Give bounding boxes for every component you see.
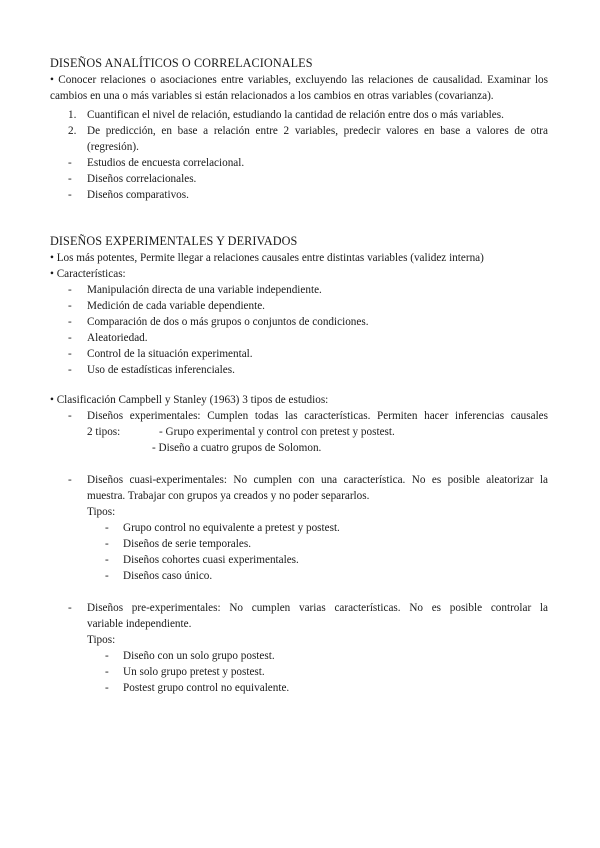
item-text: Cuantifican el nivel de relación, estudiando la cantidad de relación entre dos o más variables. bbox=[87, 109, 504, 121]
item-text: Diseños experimentales: Cumplen todas las características. Permiten hacer inferencias causales bbox=[87, 410, 548, 422]
types-line bbox=[0, 424, 600, 440]
list-item bbox=[0, 314, 600, 330]
dash-marker: - bbox=[105, 666, 109, 678]
list-item bbox=[0, 155, 600, 171]
types-line bbox=[0, 440, 600, 456]
dash-marker: - bbox=[105, 522, 109, 534]
item-text: Diseño con un solo grupo postest. bbox=[123, 650, 275, 662]
numbered-item-continuation bbox=[0, 139, 600, 155]
item-text: Diseños de serie temporales. bbox=[123, 538, 251, 550]
list-item bbox=[0, 187, 600, 203]
dash-marker: - bbox=[68, 348, 72, 360]
sub-list-item bbox=[0, 680, 600, 696]
types-label: Tipos: bbox=[87, 506, 116, 518]
section1-intro: • Conocer relaciones o asociaciones entre variables, excluyendo las relaciones de causalidad. Examinar los cambios en una o más variables si están relacionados a los cambios en otras variables (covarianza). bbox=[50, 74, 548, 103]
list-item bbox=[0, 171, 600, 187]
dash-marker: - bbox=[68, 474, 72, 486]
bullet-text: • Los más potentes, Permite llegar a relaciones causales entre distintas variables (validez interna) bbox=[50, 252, 484, 264]
sub-list-item bbox=[0, 520, 600, 536]
dash-marker: - bbox=[68, 316, 72, 328]
dash-marker: - bbox=[105, 682, 109, 694]
dash-marker: - bbox=[68, 284, 72, 296]
dash-marker: - bbox=[105, 650, 109, 662]
dash-marker: - bbox=[68, 189, 72, 201]
dash-marker: - bbox=[105, 538, 109, 550]
dash-marker: - bbox=[105, 570, 109, 582]
section-title-experimentales: DISEÑOS EXPERIMENTALES Y DERIVADOS bbox=[50, 234, 298, 248]
item-text: Manipulación directa de una variable independiente. bbox=[87, 284, 322, 296]
item-text: Diseños caso único. bbox=[123, 570, 213, 582]
item-text: Diseños cohortes cuasi experimentales. bbox=[123, 554, 299, 566]
sub-list-item bbox=[0, 536, 600, 552]
bullet-line bbox=[0, 392, 600, 408]
sub-list-item bbox=[0, 552, 600, 568]
dash-marker: - bbox=[68, 173, 72, 185]
dash-marker: - bbox=[68, 300, 72, 312]
list-item-continuation bbox=[0, 616, 600, 632]
dash-marker: - bbox=[68, 157, 72, 169]
bullet-text: • Clasificación Campbell y Stanley (1963) 3 tipos de estudios: bbox=[50, 394, 329, 406]
item-text: variable independiente. bbox=[87, 618, 192, 630]
bullet-line bbox=[0, 250, 600, 266]
bullet-text: • Características: bbox=[50, 268, 126, 280]
sub-list-item bbox=[0, 664, 600, 680]
item-text: Estudios de encuesta correlacional. bbox=[87, 157, 245, 169]
numbered-item bbox=[0, 123, 600, 139]
list-item bbox=[0, 472, 600, 488]
item-text: Aleatoriedad. bbox=[87, 332, 148, 344]
types-label: Tipos: bbox=[87, 634, 116, 646]
item-text: Medición de cada variable dependiente. bbox=[87, 300, 265, 312]
list-item-continuation bbox=[0, 488, 600, 504]
dash-marker: - bbox=[68, 602, 72, 614]
types-label-line bbox=[0, 504, 600, 520]
item-text: Grupo control no equivalente a pretest y postest. bbox=[123, 522, 340, 534]
sub-list-item bbox=[0, 648, 600, 664]
item-text: Postest grupo control no equivalente. bbox=[123, 682, 290, 694]
item-text: Uso de estadísticas inferenciales. bbox=[87, 364, 235, 376]
item-text: Diseños correlacionales. bbox=[87, 173, 197, 185]
bullet-line bbox=[0, 266, 600, 282]
dash-marker: - bbox=[68, 364, 72, 376]
list-item bbox=[0, 298, 600, 314]
section-title-analiticos: DISEÑOS ANALÍTICOS O CORRELACIONALES bbox=[50, 56, 313, 70]
sub-list-item bbox=[0, 568, 600, 584]
item-text: Un solo grupo pretest y postest. bbox=[123, 666, 265, 678]
item-text: muestra. Trabajar con grupos ya creados y no poder separarlos. bbox=[87, 490, 370, 502]
list-item bbox=[0, 282, 600, 298]
item-number: 2. bbox=[68, 125, 77, 137]
dash-marker: - bbox=[68, 332, 72, 344]
list-item bbox=[0, 408, 600, 424]
item-text: De predicción, en base a relación entre 2 variables, predecir valores en base a valores de otra bbox=[87, 125, 548, 137]
type-item: - Grupo experimental y control con pretest y postest. bbox=[159, 426, 395, 438]
list-item bbox=[0, 330, 600, 346]
type-item: - Diseño a cuatro grupos de Solomon. bbox=[152, 442, 322, 454]
dash-marker: - bbox=[105, 554, 109, 566]
list-item bbox=[0, 362, 600, 378]
types-label: 2 tipos: bbox=[87, 426, 121, 438]
item-text: Comparación de dos o más grupos o conjuntos de condiciones. bbox=[87, 316, 369, 328]
item-text: Diseños cuasi-experimentales: No cumplen con una característica. No es posible aleatorizar la bbox=[87, 474, 548, 486]
types-label-line bbox=[0, 632, 600, 648]
numbered-item bbox=[0, 107, 600, 123]
item-text: Control de la situación experimental. bbox=[87, 348, 253, 360]
list-item bbox=[0, 346, 600, 362]
item-number: 1. bbox=[68, 109, 77, 121]
item-text: Diseños pre-experimentales: No cumplen varias características. No es posible controlar la bbox=[87, 602, 548, 614]
dash-marker: - bbox=[68, 410, 72, 422]
list-item bbox=[0, 600, 600, 616]
item-text: Diseños comparativos. bbox=[87, 189, 189, 201]
item-text: (regresión). bbox=[87, 141, 139, 153]
